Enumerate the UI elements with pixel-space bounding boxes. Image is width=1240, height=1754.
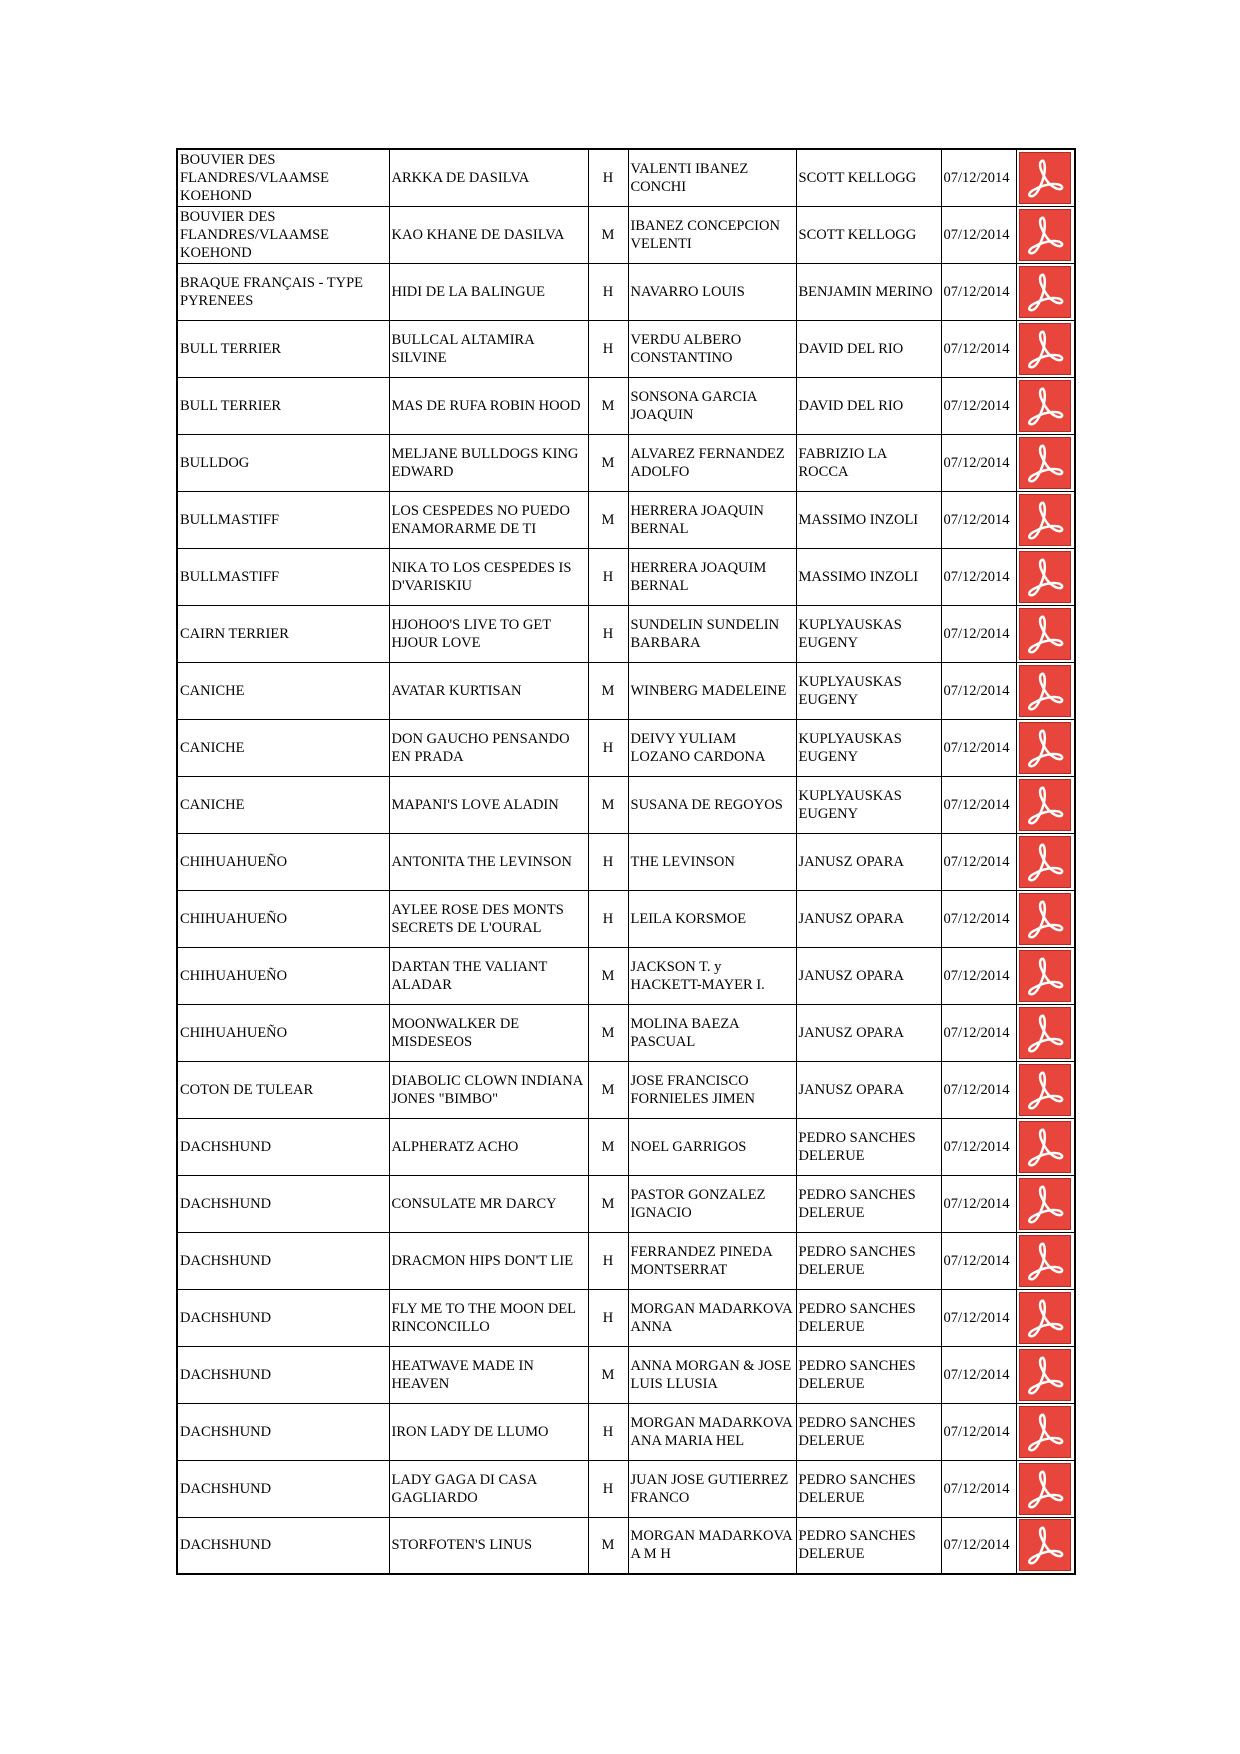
sex-cell: M (588, 776, 628, 833)
pdf-link-cell (1016, 149, 1075, 206)
judge-cell: JANUSZ OPARA (796, 890, 941, 947)
pdf-link-cell (1016, 320, 1075, 377)
judge-cell: MASSIMO INZOLI (796, 548, 941, 605)
sex-cell: H (588, 833, 628, 890)
pdf-icon[interactable] (1019, 323, 1071, 375)
dog-name-cell: DON GAUCHO PENSANDO EN PRADA (389, 719, 588, 776)
table-row (177, 1004, 1075, 1061)
owner-cell: SUSANA DE REGOYOS (628, 776, 796, 833)
table-row (177, 833, 1075, 890)
table-row (177, 263, 1075, 320)
dog-name-cell: HIDI DE LA BALINGUE (389, 263, 588, 320)
sex-cell: H (588, 149, 628, 206)
pdf-link-cell (1016, 548, 1075, 605)
breed-cell: BOUVIER DES FLANDRES/VLAAMSE KOEHOND (177, 149, 389, 206)
judge-cell: SCOTT KELLOGG (796, 149, 941, 206)
dog-name-cell: BULLCAL ALTAMIRA SILVINE (389, 320, 588, 377)
judge-cell: KUPLYAUSKAS EUGENY (796, 719, 941, 776)
dog-name-cell: KAO KHANE DE DASILVA (389, 206, 588, 263)
owner-cell: MORGAN MADARKOVA ANNA (628, 1289, 796, 1346)
breed-cell: DACHSHUND (177, 1346, 389, 1403)
breed-cell: CANICHE (177, 719, 389, 776)
pdf-link-cell (1016, 890, 1075, 947)
pdf-link-cell (1016, 776, 1075, 833)
owner-cell: MOLINA BAEZA PASCUAL (628, 1004, 796, 1061)
pdf-link-cell (1016, 377, 1075, 434)
table-row (177, 605, 1075, 662)
pdf-icon[interactable] (1019, 437, 1071, 489)
date-cell: 07/12/2014 (941, 1346, 1016, 1403)
date-cell: 07/12/2014 (941, 1403, 1016, 1460)
owner-cell: VERDU ALBERO CONSTANTINO (628, 320, 796, 377)
breed-cell: CANICHE (177, 662, 389, 719)
date-cell: 07/12/2014 (941, 1517, 1016, 1574)
pdf-icon[interactable] (1019, 1064, 1071, 1116)
pdf-icon[interactable] (1019, 1178, 1071, 1230)
judge-cell: KUPLYAUSKAS EUGENY (796, 605, 941, 662)
breed-cell: DACHSHUND (177, 1403, 389, 1460)
breed-cell: DACHSHUND (177, 1289, 389, 1346)
date-cell: 07/12/2014 (941, 1232, 1016, 1289)
sex-cell: H (588, 1460, 628, 1517)
owner-cell: MORGAN MADARKOVA ANA MARIA HEL (628, 1403, 796, 1460)
table-row (177, 434, 1075, 491)
sex-cell: H (588, 719, 628, 776)
pdf-link-cell (1016, 1460, 1075, 1517)
breed-cell: BULLDOG (177, 434, 389, 491)
owner-cell: PASTOR GONZALEZ IGNACIO (628, 1175, 796, 1232)
table-row (177, 662, 1075, 719)
owner-cell: WINBERG MADELEINE (628, 662, 796, 719)
sex-cell: M (588, 1004, 628, 1061)
date-cell: 07/12/2014 (941, 206, 1016, 263)
judge-cell: PEDRO SANCHES DELERUE (796, 1460, 941, 1517)
table-row (177, 1460, 1075, 1517)
dog-name-cell: HJOHOO'S LIVE TO GET HJOUR LOVE (389, 605, 588, 662)
judge-cell: DAVID DEL RIO (796, 377, 941, 434)
table-row (177, 1517, 1075, 1574)
owner-cell: JACKSON T. y HACKETT-MAYER I. (628, 947, 796, 1004)
judge-cell: JANUSZ OPARA (796, 1004, 941, 1061)
breed-cell: BULLMASTIFF (177, 548, 389, 605)
pdf-icon[interactable] (1019, 836, 1071, 888)
date-cell: 07/12/2014 (941, 947, 1016, 1004)
dog-name-cell: STORFOTEN'S LINUS (389, 1517, 588, 1574)
sex-cell: H (588, 1289, 628, 1346)
date-cell: 07/12/2014 (941, 776, 1016, 833)
judge-cell: KUPLYAUSKAS EUGENY (796, 662, 941, 719)
sex-cell: H (588, 1232, 628, 1289)
sex-cell: M (588, 947, 628, 1004)
pdf-link-cell (1016, 719, 1075, 776)
pdf-icon[interactable] (1019, 551, 1071, 603)
dog-name-cell: CONSULATE MR DARCY (389, 1175, 588, 1232)
dog-name-cell: ARKKA DE DASILVA (389, 149, 588, 206)
pdf-link-cell (1016, 1517, 1075, 1574)
pdf-link-cell (1016, 1403, 1075, 1460)
owner-cell: FERRANDEZ PINEDA MONTSERRAT (628, 1232, 796, 1289)
dog-name-cell: ALPHERATZ ACHO (389, 1118, 588, 1175)
sex-cell: M (588, 1346, 628, 1403)
pdf-icon[interactable] (1019, 209, 1071, 261)
breed-cell: BULL TERRIER (177, 377, 389, 434)
date-cell: 07/12/2014 (941, 833, 1016, 890)
owner-cell: MORGAN MADARKOVA A M H (628, 1517, 796, 1574)
owner-cell: SONSONA GARCIA JOAQUIN (628, 377, 796, 434)
pdf-icon[interactable] (1019, 1349, 1071, 1401)
owner-cell: SUNDELIN SUNDELIN BARBARA (628, 605, 796, 662)
breed-cell: CHIHUAHUEÑO (177, 890, 389, 947)
table-row (177, 206, 1075, 263)
date-cell: 07/12/2014 (941, 662, 1016, 719)
breed-cell: DACHSHUND (177, 1460, 389, 1517)
judge-cell: PEDRO SANCHES DELERUE (796, 1346, 941, 1403)
dog-name-cell: AYLEE ROSE DES MONTS SECRETS DE L'OURAL (389, 890, 588, 947)
pdf-icon[interactable] (1019, 722, 1071, 774)
breed-cell: CHIHUAHUEÑO (177, 947, 389, 1004)
owner-cell: HERRERA JOAQUIN BERNAL (628, 491, 796, 548)
judge-cell: DAVID DEL RIO (796, 320, 941, 377)
judge-cell: FABRIZIO LA ROCCA (796, 434, 941, 491)
pdf-icon[interactable] (1019, 608, 1071, 660)
breed-cell: DACHSHUND (177, 1232, 389, 1289)
pdf-icon[interactable] (1019, 950, 1071, 1002)
owner-cell: IBANEZ CONCEPCION VELENTI (628, 206, 796, 263)
owner-cell: JUAN JOSE GUTIERREZ FRANCO (628, 1460, 796, 1517)
sex-cell: M (588, 434, 628, 491)
breed-cell: BULL TERRIER (177, 320, 389, 377)
pdf-link-cell (1016, 605, 1075, 662)
pdf-link-cell (1016, 1346, 1075, 1403)
date-cell: 07/12/2014 (941, 719, 1016, 776)
pdf-icon[interactable] (1019, 1292, 1071, 1344)
owner-cell: THE LEVINSON (628, 833, 796, 890)
sex-cell: M (588, 1517, 628, 1574)
date-cell: 07/12/2014 (941, 1175, 1016, 1232)
results-table (176, 148, 1076, 1575)
owner-cell: NAVARRO LOUIS (628, 263, 796, 320)
pdf-icon[interactable] (1019, 779, 1071, 831)
judge-cell: KUPLYAUSKAS EUGENY (796, 776, 941, 833)
sex-cell: M (588, 491, 628, 548)
dog-name-cell: MAPANI'S LOVE ALADIN (389, 776, 588, 833)
judge-cell: PEDRO SANCHES DELERUE (796, 1118, 941, 1175)
pdf-link-cell (1016, 263, 1075, 320)
table-row (177, 947, 1075, 1004)
owner-cell: DEIVY YULIAM LOZANO CARDONA (628, 719, 796, 776)
table-row (177, 548, 1075, 605)
table-row (177, 1232, 1075, 1289)
judge-cell: BENJAMIN MERINO (796, 263, 941, 320)
pdf-link-cell (1016, 1175, 1075, 1232)
table-row (177, 491, 1075, 548)
sex-cell: M (588, 662, 628, 719)
judge-cell: PEDRO SANCHES DELERUE (796, 1289, 941, 1346)
dog-name-cell: LOS CESPEDES NO PUEDO ENAMORARME DE TI (389, 491, 588, 548)
owner-cell: HERRERA JOAQUIM BERNAL (628, 548, 796, 605)
sex-cell: M (588, 377, 628, 434)
pdf-icon[interactable] (1019, 1463, 1071, 1515)
sex-cell: H (588, 320, 628, 377)
judge-cell: JANUSZ OPARA (796, 833, 941, 890)
breed-cell: BOUVIER DES FLANDRES/VLAAMSE KOEHOND (177, 206, 389, 263)
pdf-link-cell (1016, 1232, 1075, 1289)
judge-cell: PEDRO SANCHES DELERUE (796, 1403, 941, 1460)
pdf-link-cell (1016, 1061, 1075, 1118)
date-cell: 07/12/2014 (941, 491, 1016, 548)
judge-cell: PEDRO SANCHES DELERUE (796, 1232, 941, 1289)
breed-cell: DACHSHUND (177, 1517, 389, 1574)
breed-cell: DACHSHUND (177, 1175, 389, 1232)
date-cell: 07/12/2014 (941, 1061, 1016, 1118)
dog-name-cell: NIKA TO LOS CESPEDES IS D'VARISKIU (389, 548, 588, 605)
judge-cell: MASSIMO INZOLI (796, 491, 941, 548)
date-cell: 07/12/2014 (941, 434, 1016, 491)
pdf-link-cell (1016, 491, 1075, 548)
breed-cell: CHIHUAHUEÑO (177, 833, 389, 890)
dog-name-cell: AVATAR KURTISAN (389, 662, 588, 719)
date-cell: 07/12/2014 (941, 149, 1016, 206)
pdf-link-cell (1016, 1289, 1075, 1346)
dog-name-cell: MAS DE RUFA ROBIN HOOD (389, 377, 588, 434)
pdf-icon[interactable] (1019, 665, 1071, 717)
breed-cell: CAIRN TERRIER (177, 605, 389, 662)
breed-cell: BULLMASTIFF (177, 491, 389, 548)
owner-cell: LEILA KORSMOE (628, 890, 796, 947)
date-cell: 07/12/2014 (941, 1004, 1016, 1061)
pdf-icon[interactable] (1019, 1235, 1071, 1287)
breed-cell: CHIHUAHUEÑO (177, 1004, 389, 1061)
table-row (177, 1175, 1075, 1232)
pdf-link-cell (1016, 1004, 1075, 1061)
breed-cell: COTON DE TULEAR (177, 1061, 389, 1118)
pdf-icon[interactable] (1019, 266, 1071, 318)
date-cell: 07/12/2014 (941, 1460, 1016, 1517)
pdf-link-cell (1016, 662, 1075, 719)
table-row (177, 1118, 1075, 1175)
table-row (177, 1403, 1075, 1460)
date-cell: 07/12/2014 (941, 605, 1016, 662)
breed-cell: BRAQUE FRANÇAIS - TYPE PYRENEES (177, 263, 389, 320)
pdf-link-cell (1016, 206, 1075, 263)
dog-name-cell: HEATWAVE MADE IN HEAVEN (389, 1346, 588, 1403)
pdf-icon[interactable] (1019, 893, 1071, 945)
pdf-link-cell (1016, 947, 1075, 1004)
results-body (177, 149, 1075, 1574)
sex-cell: H (588, 548, 628, 605)
judge-cell: JANUSZ OPARA (796, 1061, 941, 1118)
table-row (177, 890, 1075, 947)
judge-cell: SCOTT KELLOGG (796, 206, 941, 263)
owner-cell: ANNA MORGAN & JOSE LUIS LLUSIA (628, 1346, 796, 1403)
sex-cell: M (588, 1061, 628, 1118)
judge-cell: PEDRO SANCHES DELERUE (796, 1517, 941, 1574)
dog-name-cell: MOONWALKER DE MISDESEOS (389, 1004, 588, 1061)
judge-cell: JANUSZ OPARA (796, 947, 941, 1004)
sex-cell: H (588, 605, 628, 662)
table-row (177, 377, 1075, 434)
table-row (177, 1289, 1075, 1346)
table-row (177, 1061, 1075, 1118)
pdf-link-cell (1016, 1118, 1075, 1175)
owner-cell: ALVAREZ FERNANDEZ ADOLFO (628, 434, 796, 491)
pdf-icon[interactable] (1019, 1406, 1071, 1458)
sex-cell: H (588, 890, 628, 947)
judge-cell: PEDRO SANCHES DELERUE (796, 1175, 941, 1232)
table-row (177, 719, 1075, 776)
pdf-icon[interactable] (1019, 152, 1071, 204)
dog-name-cell: FLY ME TO THE MOON DEL RINCONCILLO (389, 1289, 588, 1346)
owner-cell: JOSE FRANCISCO FORNIELES JIMEN (628, 1061, 796, 1118)
dog-name-cell: DARTAN THE VALIANT ALADAR (389, 947, 588, 1004)
sex-cell: H (588, 263, 628, 320)
pdf-icon[interactable] (1019, 1121, 1071, 1173)
pdf-link-cell (1016, 434, 1075, 491)
pdf-link-cell (1016, 833, 1075, 890)
pdf-icon[interactable] (1019, 380, 1071, 432)
pdf-icon[interactable] (1019, 494, 1071, 546)
sex-cell: M (588, 1175, 628, 1232)
table-row (177, 149, 1075, 206)
sex-cell: M (588, 206, 628, 263)
sex-cell: H (588, 1403, 628, 1460)
breed-cell: DACHSHUND (177, 1118, 389, 1175)
dog-name-cell: MELJANE BULLDOGS KING EDWARD (389, 434, 588, 491)
dog-name-cell: IRON LADY DE LLUMO (389, 1403, 588, 1460)
table-row (177, 1346, 1075, 1403)
owner-cell: VALENTI IBANEZ CONCHI (628, 149, 796, 206)
date-cell: 07/12/2014 (941, 1118, 1016, 1175)
dog-name-cell: DRACMON HIPS DON'T LIE (389, 1232, 588, 1289)
date-cell: 07/12/2014 (941, 320, 1016, 377)
dog-name-cell: ANTONITA THE LEVINSON (389, 833, 588, 890)
date-cell: 07/12/2014 (941, 890, 1016, 947)
table-row (177, 320, 1075, 377)
sex-cell: M (588, 1118, 628, 1175)
date-cell: 07/12/2014 (941, 548, 1016, 605)
table-row (177, 776, 1075, 833)
pdf-icon[interactable] (1019, 1519, 1071, 1571)
date-cell: 07/12/2014 (941, 377, 1016, 434)
date-cell: 07/12/2014 (941, 263, 1016, 320)
owner-cell: NOEL GARRIGOS (628, 1118, 796, 1175)
breed-cell: CANICHE (177, 776, 389, 833)
pdf-icon[interactable] (1019, 1007, 1071, 1059)
dog-name-cell: LADY GAGA DI CASA GAGLIARDO (389, 1460, 588, 1517)
dog-name-cell: DIABOLIC CLOWN INDIANA JONES "BIMBO" (389, 1061, 588, 1118)
date-cell: 07/12/2014 (941, 1289, 1016, 1346)
